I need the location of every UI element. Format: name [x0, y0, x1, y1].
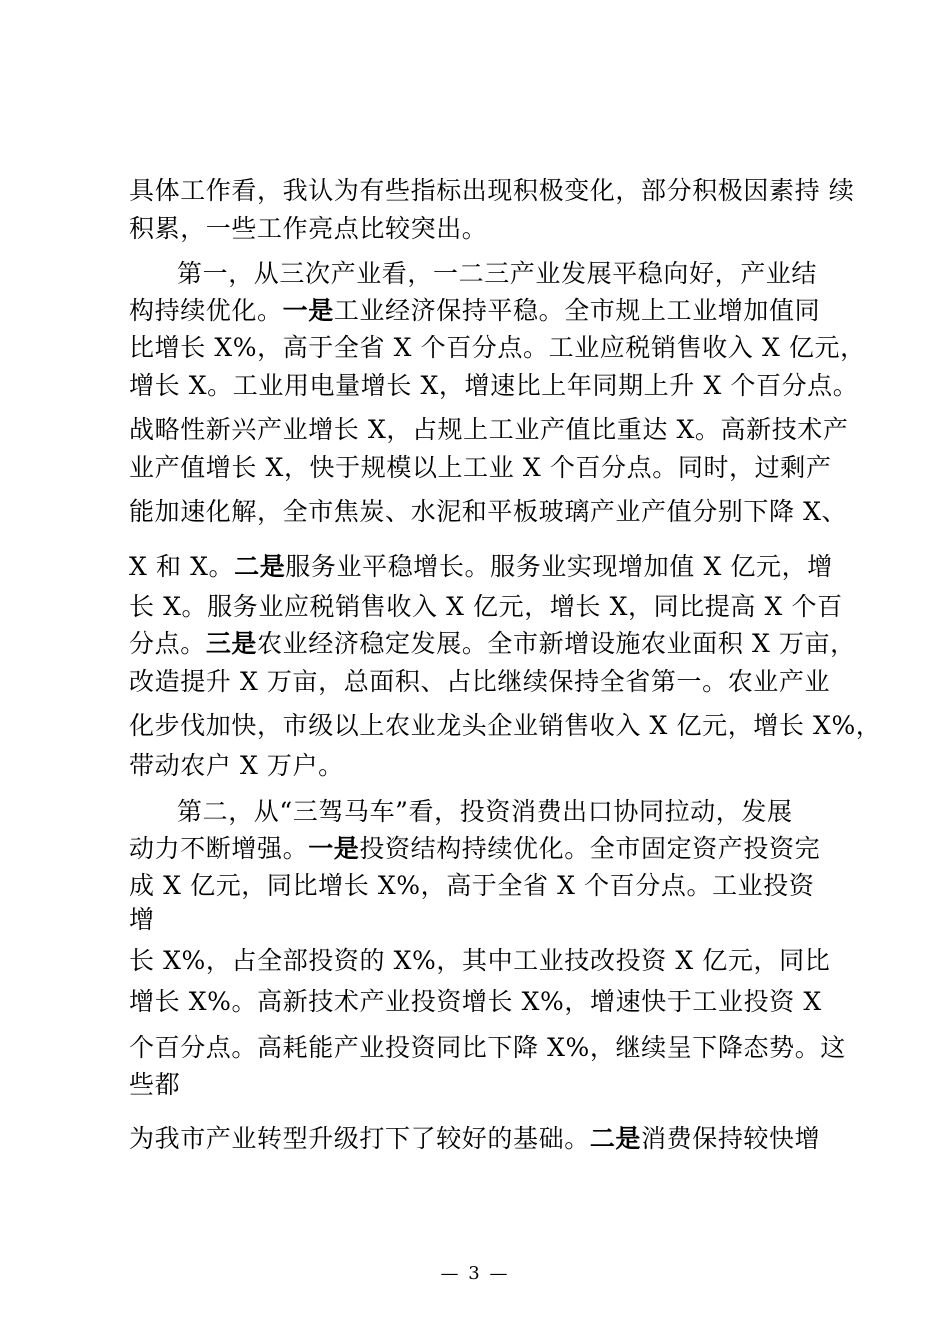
text-segment: 投资结构持续优化。全市固定资产投资完	[359, 834, 821, 863]
text-line-16: 第二，从“三驾马车”看，投资消费出口协同拉动，发展	[177, 797, 793, 826]
text-line-13: 改造提升 X 万亩，总面积、占比继续保持全省第一。农业产业	[129, 667, 831, 696]
text-line-5: 比增长 X%，高于全省 X 个百分点。工业应税销售收入 X 亿元，	[129, 333, 866, 362]
text-line-14: 化步伐加快，市级以上农业龙头企业销售收入 X 亿元，增长 X%，	[129, 711, 882, 740]
text-segment: 构持续优化。	[129, 296, 283, 325]
text-line-21: 增长 X%。高新技术产业投资增长 X%，增速快于工业投资 X	[129, 987, 822, 1016]
text-segment: 分点。	[129, 629, 206, 658]
text-line-6: 增长 X。工业用电量增长 X，增速比上年同期上升 X 个百分点。	[129, 371, 859, 400]
text-line-9: 能加速化解，全市焦炭、水泥和平板玻璃产业产值分别下降 X、	[129, 497, 848, 526]
text-line-20: 长 X%，占全部投资的 X%，其中工业技改投资 X 亿元，同比	[129, 946, 831, 975]
page-number: — 3 —	[440, 1263, 510, 1284]
text-line-15: 带动农户 X 万户。	[129, 751, 344, 780]
text-segment: 消费保持较快增	[641, 1124, 821, 1153]
text-segment: 农业经济稳定发展。全市新增设施农业面积 X 万亩，	[257, 629, 856, 658]
text-line-7: 战略性新兴产业增长 X，占规上工业产值比重达 X。高新技术产	[129, 415, 849, 444]
text-line-1: 具体工作看，我认为有些指标出现积极变化，部分积极因素持 续	[129, 176, 855, 205]
text-line-10	[129, 550, 833, 584]
text-line-23: 些都	[129, 1070, 181, 1099]
text-line-11: 长 X。服务业应税销售收入 X 亿元，增长 X，同比提高 X 个百	[129, 592, 843, 621]
bold-marker: 二是	[589, 1124, 642, 1153]
bold-marker: 二是	[234, 552, 286, 581]
bold-marker: 一是	[308, 834, 360, 863]
text-line-17	[129, 832, 829, 866]
text-line-8: 业产值增长 X，快于规模以上工业 X 个百分点。同时，过剩产	[129, 453, 832, 482]
text-segment: 动力不断增强。	[129, 834, 309, 863]
text-segment: 工业经济保持平稳。全市规上工业增加值同	[333, 296, 821, 325]
text-line-12	[129, 627, 856, 661]
text-line-22: 个百分点。高耗能产业投资同比下降 X%，继续呈下降态势。这	[129, 1033, 846, 1062]
text-line-19: 增	[129, 905, 155, 934]
text-line-18: 成 X 亿元，同比增长 X%，高于全省 X 个百分点。工业投资	[129, 871, 815, 900]
bold-marker: 一是	[282, 296, 334, 325]
text-line-2: 积累，一些工作亮点比较突出。	[129, 214, 488, 243]
bold-marker: 三是	[205, 629, 258, 658]
text-line-3: 第一，从三次产业看，一二三产业发展平稳向好，产业结	[177, 259, 818, 288]
text-segment: 为我市产业转型升级打下了较好的基础。	[129, 1124, 590, 1153]
text-line-24	[129, 1122, 829, 1156]
text-segment: 服务业平稳增长。服务业实现增加值 X 亿元，增	[285, 552, 833, 581]
text-segment: X 和 X。	[129, 552, 235, 581]
text-line-4	[129, 294, 829, 328]
